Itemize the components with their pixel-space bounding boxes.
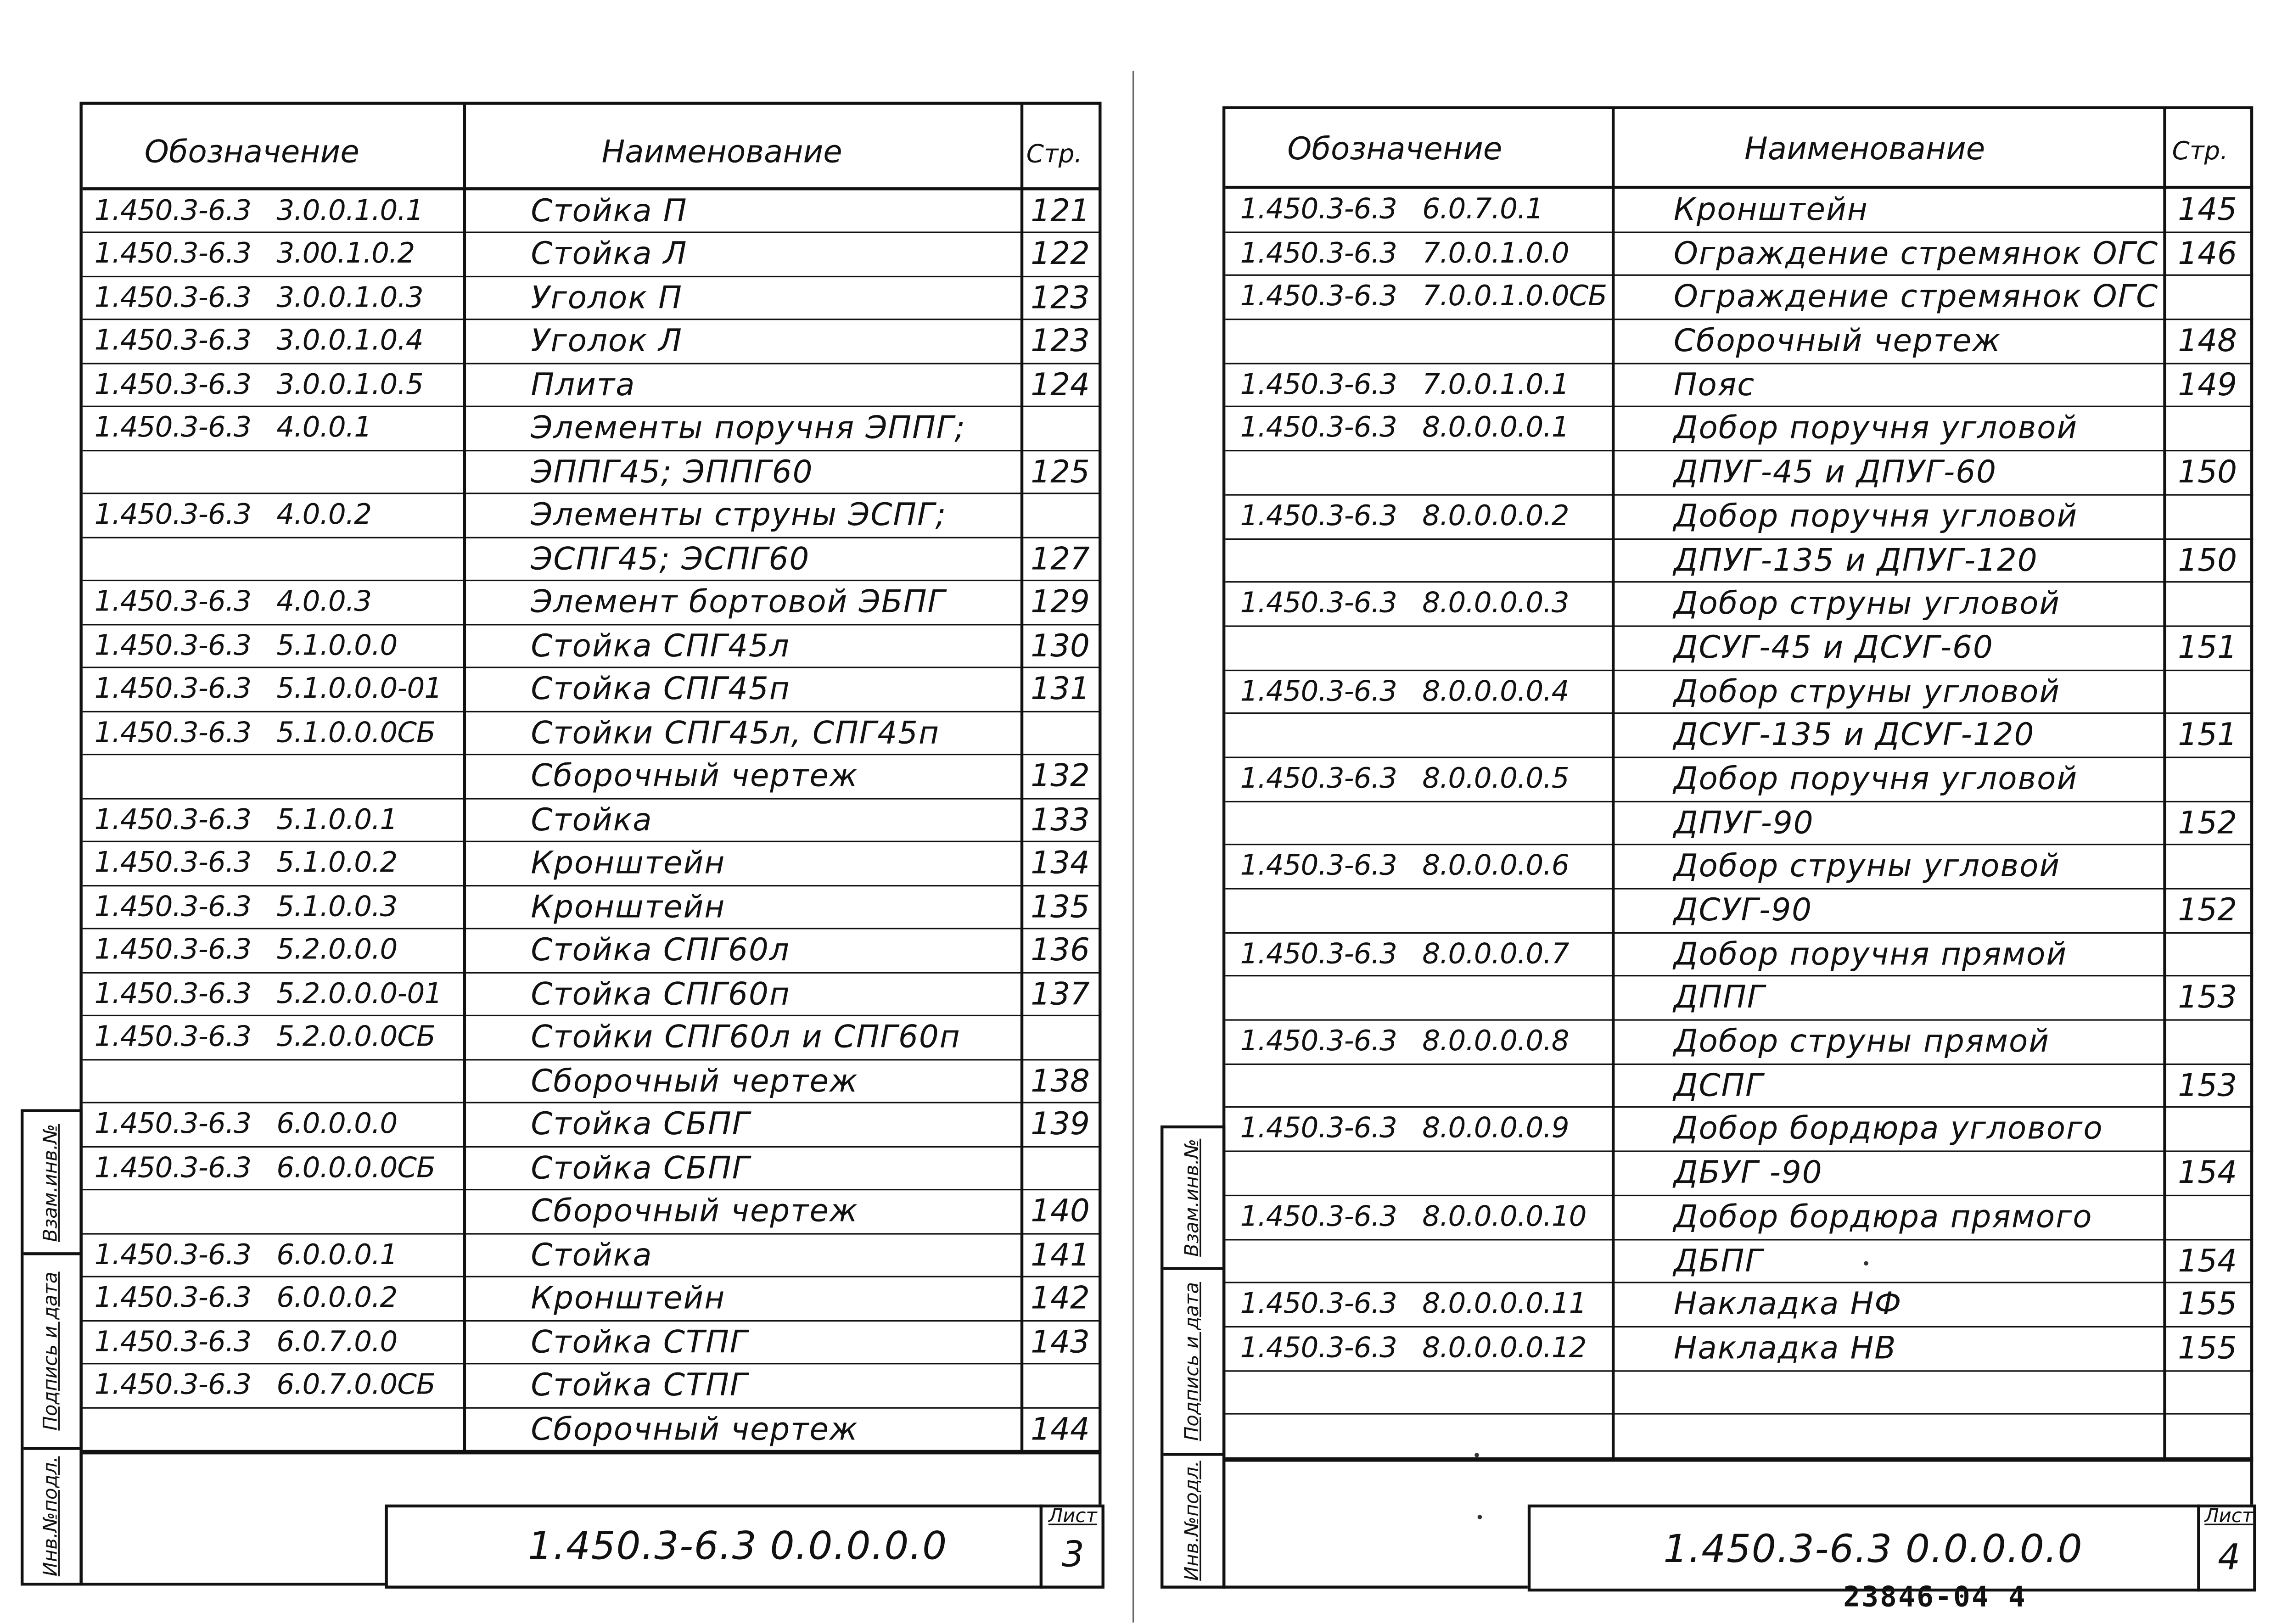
row-name: Сборочный чертеж — [1673, 323, 2001, 359]
side-cell-vzam — [1163, 1128, 1222, 1270]
row-designation: 1.450.3-6.3 8.0.0.0.0.3 — [1240, 587, 1569, 620]
table-row — [83, 1017, 1102, 1060]
row-page: 129 — [1031, 584, 1090, 620]
row-page: 152 — [2178, 805, 2237, 840]
row-name: Добор струны угловой — [1673, 586, 2061, 622]
row-page: 137 — [1031, 976, 1090, 1012]
row-page: 144 — [1031, 1411, 1090, 1446]
row-page: 125 — [1031, 454, 1090, 490]
table-row — [83, 321, 1102, 364]
right-table-body — [1225, 189, 2253, 1459]
row-name: Добор поручня угловой — [1673, 761, 2078, 797]
row-designation: 1.450.3-6.3 4.0.0.3 — [94, 586, 372, 619]
row-designation: 1.450.3-6.3 5.1.0.0.0-01 — [94, 673, 442, 706]
row-designation: 1.450.3-6.3 3.0.0.1.0.3 — [94, 281, 423, 314]
row-page: 150 — [2178, 542, 2237, 578]
row-page: 155 — [2178, 1330, 2237, 1366]
table-row — [83, 364, 1102, 408]
header-designation: Обозначение — [144, 134, 359, 170]
row-name: Элементы струны ЭСПГ; — [531, 498, 947, 533]
row-designation: 1.450.3-6.3 3.00.1.0.2 — [94, 238, 415, 271]
row-designation: 1.450.3-6.3 5.1.0.0.3 — [94, 890, 398, 923]
row-name: Стойка Л — [531, 236, 688, 272]
row-designation: 1.450.3-6.3 8.0.0.0.0.10 — [1240, 1200, 1587, 1233]
row-designation: 1.450.3-6.3 5.2.0.0.0-01 — [94, 977, 442, 1010]
row-page: 149 — [2178, 367, 2237, 403]
sheet-number: 4 — [2218, 1537, 2241, 1579]
header-page: Стр. — [1026, 140, 1082, 170]
row-name: Стойка СПГ45п — [531, 672, 790, 707]
table-row — [83, 234, 1102, 277]
row-name: Сборочный чертеж — [531, 1063, 858, 1098]
row-page: 131 — [1031, 672, 1090, 707]
side-cell-signature — [1163, 1270, 1222, 1456]
document-code: 1.450.3-6.3 0.0.0.0.0 — [527, 1525, 947, 1570]
row-page: 146 — [2178, 235, 2237, 271]
table-row — [1225, 890, 2253, 933]
table-row — [83, 1191, 1102, 1234]
row-name: Сборочный чертеж — [531, 1193, 858, 1229]
row-name: Стойка П — [531, 193, 688, 229]
row-name: Ограждение стремянок ОГС — [1673, 235, 2159, 271]
row-page: 143 — [1031, 1324, 1090, 1360]
row-designation: 1.450.3-6.3 4.0.0.2 — [94, 499, 372, 532]
row-name: ДПУГ-135 и ДПУГ-120 — [1673, 542, 2038, 578]
row-name: ДСПГ — [1673, 1067, 1764, 1103]
row-page: 138 — [1031, 1063, 1090, 1098]
row-page: 153 — [2178, 980, 2237, 1016]
row-designation: 1.450.3-6.3 8.0.0.0.0.12 — [1240, 1332, 1587, 1365]
row-designation: 1.450.3-6.3 5.1.0.0.0 — [94, 629, 398, 662]
row-name: ДСУГ-90 — [1673, 892, 1813, 928]
table-row — [1225, 1371, 2253, 1415]
row-page: 153 — [2178, 1067, 2237, 1103]
sheet-number: 3 — [1061, 1534, 1084, 1575]
row-name: ДПУГ-45 и ДПУГ-60 — [1673, 454, 1997, 490]
row-page: 121 — [1031, 193, 1090, 229]
table-row — [1225, 1109, 2253, 1152]
table-row — [83, 1060, 1102, 1103]
table-row — [83, 1277, 1102, 1321]
table-row — [1225, 583, 2253, 627]
document-code: 1.450.3-6.3 0.0.0.0.0 — [1663, 1528, 2083, 1573]
row-page: 136 — [1031, 932, 1090, 968]
table-row — [1225, 1021, 2253, 1064]
row-page: 123 — [1031, 324, 1090, 359]
row-name: ДСУГ-45 и ДСУГ-60 — [1673, 629, 1994, 665]
header-name: Наименование — [1744, 131, 1985, 167]
table-row — [83, 886, 1102, 930]
side-cell-vzam — [23, 1112, 79, 1255]
table-row — [1225, 627, 2253, 670]
row-page: 154 — [2178, 1155, 2237, 1191]
row-name: Стойки СПГ60л и СПГ60п — [531, 1019, 961, 1055]
row-designation: 1.450.3-6.3 5.1.0.0.1 — [94, 803, 398, 836]
sheet-number-box — [2197, 1505, 2259, 1592]
row-page: 150 — [2178, 454, 2237, 490]
row-name: Добор поручня угловой — [1673, 498, 2078, 534]
table-row — [1225, 189, 2253, 232]
table-row — [83, 712, 1102, 756]
row-designation: 1.450.3-6.3 6.0.7.0.0СБ — [94, 1369, 436, 1401]
row-page: 141 — [1031, 1237, 1090, 1272]
side-label-signature: Подпись и дата — [40, 1271, 63, 1431]
sheet-label: Лист — [1048, 1506, 1097, 1529]
row-designation: 1.450.3-6.3 6.0.0.0.1 — [94, 1238, 398, 1271]
row-designation: 1.450.3-6.3 8.0.0.0.0.6 — [1240, 850, 1569, 883]
row-page: 127 — [1031, 541, 1090, 577]
table-bottom-line — [1225, 1459, 2253, 1462]
row-name: Кронштейн — [1673, 191, 1868, 227]
table-row — [1225, 1240, 2253, 1283]
row-designation: 1.450.3-6.3 8.0.0.0.0.2 — [1240, 499, 1569, 532]
table-row — [83, 930, 1102, 973]
row-designation: 1.450.3-6.3 7.0.0.1.0.1 — [1240, 368, 1569, 401]
row-name: Сборочный чертеж — [531, 758, 858, 794]
row-designation: 1.450.3-6.3 6.0.0.0.0 — [94, 1108, 398, 1141]
row-designation: 1.450.3-6.3 8.0.0.0.0.1 — [1240, 412, 1569, 445]
row-page: 134 — [1031, 846, 1090, 881]
right-side-strip — [1161, 1126, 1225, 1589]
row-page: 135 — [1031, 889, 1090, 924]
row-designation: 1.450.3-6.3 5.2.0.0.0 — [94, 934, 398, 967]
row-name: Ограждение стремянок ОГС — [1673, 279, 2159, 315]
row-name: ДБУГ -90 — [1673, 1155, 1823, 1191]
row-name: ЭСПГ45; ЭСПГ60 — [531, 541, 810, 577]
row-designation: 1.450.3-6.3 8.0.0.0.0.5 — [1240, 762, 1569, 795]
table-row — [83, 1147, 1102, 1191]
table-row — [1225, 1327, 2253, 1371]
scan-speck — [1864, 1261, 1868, 1266]
table-row — [1225, 671, 2253, 714]
sheet-label: Лист — [2204, 1506, 2254, 1529]
row-designation: 1.450.3-6.3 5.2.0.0.0СБ — [94, 1021, 436, 1053]
table-row — [83, 1364, 1102, 1408]
row-designation: 1.450.3-6.3 5.1.0.0.0СБ — [94, 717, 436, 749]
table-row — [1225, 933, 2253, 977]
row-name: Элементы поручня ЭППГ; — [531, 410, 966, 446]
table-row — [1225, 1415, 2253, 1459]
right-sheet — [1222, 106, 2253, 1588]
left-table-body — [83, 190, 1102, 1451]
row-name: Добор бордюра углового — [1673, 1111, 2103, 1147]
row-name: Стойка СБПГ — [531, 1150, 751, 1186]
table-row — [83, 495, 1102, 538]
row-designation: 1.450.3-6.3 5.1.0.0.2 — [94, 847, 398, 879]
table-row — [1225, 233, 2253, 276]
row-name: Добор поручня прямой — [1673, 936, 2068, 972]
row-page: 139 — [1031, 1106, 1090, 1142]
row-name: Кронштейн — [531, 846, 726, 881]
side-cell-signature — [23, 1255, 79, 1450]
row-name: Добор струны угловой — [1673, 848, 2061, 884]
row-name: Стойка СПГ60п — [531, 976, 790, 1012]
left-stamp — [385, 1505, 1104, 1589]
side-label-vzam: Взам.инв.№ — [1182, 1138, 1204, 1257]
table-row — [1225, 1064, 2253, 1108]
row-designation: 1.450.3-6.3 7.0.0.1.0.0 — [1240, 237, 1569, 270]
row-name: Добор бордюра прямого — [1673, 1199, 2093, 1235]
table-row — [83, 843, 1102, 886]
left-sheet — [79, 102, 1101, 1586]
side-label-vzam: Взам.инв.№ — [40, 1123, 63, 1242]
table-row — [1225, 802, 2253, 846]
table-row — [83, 1234, 1102, 1277]
row-name: ДБПГ — [1673, 1243, 1763, 1278]
side-cell-inv — [1163, 1456, 1222, 1586]
side-label-inv: Инв.№подл. — [1182, 1461, 1204, 1581]
row-page: 142 — [1031, 1280, 1090, 1316]
scan-speck — [1474, 1453, 1479, 1457]
table-row — [1225, 714, 2253, 758]
row-name: Кронштейн — [531, 889, 726, 924]
row-name: Уголок П — [531, 280, 683, 316]
row-designation: 1.450.3-6.3 8.0.0.0.0.8 — [1240, 1025, 1569, 1058]
table-row — [83, 190, 1102, 234]
row-name: ДПУГ-90 — [1673, 805, 1814, 840]
row-name: Стойка — [531, 802, 653, 838]
row-name: Стойка — [531, 1237, 653, 1272]
table-row — [1225, 320, 2253, 364]
table-row — [83, 408, 1102, 451]
row-name: Стойка СТПГ — [531, 1367, 748, 1403]
side-label-signature: Подпись и дата — [1182, 1282, 1204, 1441]
row-name: Накладка НФ — [1673, 1286, 1902, 1322]
row-designation: 1.450.3-6.3 8.0.0.0.0.4 — [1240, 675, 1569, 708]
row-name: ЭППГ45; ЭППГ60 — [531, 454, 813, 490]
row-page: 148 — [2178, 323, 2237, 359]
row-designation: 1.450.3-6.3 6.0.7.0.0 — [94, 1325, 398, 1358]
sheet-number-box — [1040, 1505, 1108, 1589]
row-name: Стойка СПГ45л — [531, 628, 790, 664]
table-row — [83, 669, 1102, 712]
archive-number: 23846-04 4 — [1843, 1581, 2027, 1614]
table-row — [1225, 758, 2253, 802]
row-page: 133 — [1031, 802, 1090, 838]
table-row — [83, 1408, 1102, 1451]
table-row — [83, 799, 1102, 843]
row-designation: 1.450.3-6.3 8.0.0.0.0.11 — [1240, 1288, 1587, 1321]
row-name: Стойка СПГ60л — [531, 932, 790, 968]
scan-speck — [1478, 1515, 1482, 1519]
row-page: 145 — [2178, 191, 2237, 227]
row-page: 130 — [1031, 628, 1090, 664]
row-designation: 1.450.3-6.3 3.0.0.1.0.5 — [94, 369, 423, 401]
header-designation: Обозначение — [1287, 131, 1503, 167]
table-row — [1225, 1283, 2253, 1327]
row-name: Элемент бортовой ЭБПГ — [531, 584, 946, 620]
table-row — [1225, 977, 2253, 1021]
row-name: Стойка СБПГ — [531, 1106, 751, 1142]
row-designation: 1.450.3-6.3 6.0.7.0.1 — [1240, 193, 1543, 226]
row-name: Уголок Л — [531, 324, 683, 359]
row-designation: 1.450.3-6.3 8.0.0.0.0.9 — [1240, 1113, 1569, 1146]
right-stamp — [1528, 1505, 2256, 1592]
left-side-strip — [21, 1109, 83, 1585]
header-name: Наименование — [601, 134, 842, 170]
table-row — [1225, 539, 2253, 583]
table-row — [83, 582, 1102, 625]
table-row — [83, 451, 1102, 495]
table-row — [83, 1103, 1102, 1147]
row-name: Добор струны прямой — [1673, 1024, 2050, 1059]
table-row — [1225, 1196, 2253, 1240]
table-row — [1225, 408, 2253, 451]
page-divider — [1132, 71, 1134, 1622]
row-name: ДСУГ-135 и ДСУГ-120 — [1673, 717, 2035, 753]
row-designation: 1.450.3-6.3 8.0.0.0.0.7 — [1240, 937, 1569, 970]
row-page: 132 — [1031, 758, 1090, 794]
side-cell-inv — [23, 1450, 79, 1583]
table-row — [83, 538, 1102, 582]
side-label-inv: Инв.№подл. — [40, 1456, 63, 1577]
table-row — [83, 973, 1102, 1017]
table-row — [1225, 1152, 2253, 1196]
table-row — [83, 277, 1102, 321]
row-page: 154 — [2178, 1243, 2237, 1278]
table-row — [83, 1321, 1102, 1365]
row-page: 151 — [2178, 629, 2237, 665]
row-page: 151 — [2178, 717, 2237, 753]
row-name: Стойка СТПГ — [531, 1324, 748, 1360]
row-designation: 1.450.3-6.3 6.0.0.0.0СБ — [94, 1151, 436, 1184]
row-designation: 1.450.3-6.3 3.0.0.1.0.4 — [94, 325, 423, 358]
row-name: Сборочный чертеж — [531, 1411, 858, 1446]
table-row — [1225, 846, 2253, 889]
table-bottom-line — [83, 1451, 1102, 1454]
row-name: Добор поручня угловой — [1673, 410, 2078, 446]
table-row — [83, 756, 1102, 799]
table-row — [1225, 364, 2253, 408]
row-designation: 1.450.3-6.3 6.0.0.0.2 — [94, 1282, 398, 1315]
row-page: 123 — [1031, 280, 1090, 316]
row-name: Кронштейн — [531, 1280, 726, 1316]
row-page: 140 — [1031, 1193, 1090, 1229]
row-name: ДППГ — [1673, 980, 1766, 1016]
row-page: 124 — [1031, 367, 1090, 403]
row-name: Накладка НВ — [1673, 1330, 1897, 1366]
row-designation: 1.450.3-6.3 3.0.0.1.0.1 — [94, 195, 423, 227]
row-name: Добор струны угловой — [1673, 673, 2061, 709]
row-page: 155 — [2178, 1286, 2237, 1322]
table-row — [1225, 495, 2253, 539]
table-row — [1225, 452, 2253, 495]
row-designation: 1.450.3-6.3 4.0.0.1 — [94, 412, 372, 445]
row-name: Стойки СПГ45л, СПГ45п — [531, 715, 940, 750]
row-page: 122 — [1031, 236, 1090, 272]
table-row — [83, 625, 1102, 669]
row-designation: 1.450.3-6.3 7.0.0.1.0.0СБ — [1240, 280, 1607, 314]
row-name: Плита — [531, 367, 636, 403]
row-page: 152 — [2178, 892, 2237, 928]
header-page: Стр. — [2172, 137, 2228, 167]
row-name: Пояс — [1673, 367, 1755, 403]
table-row — [1225, 276, 2253, 320]
